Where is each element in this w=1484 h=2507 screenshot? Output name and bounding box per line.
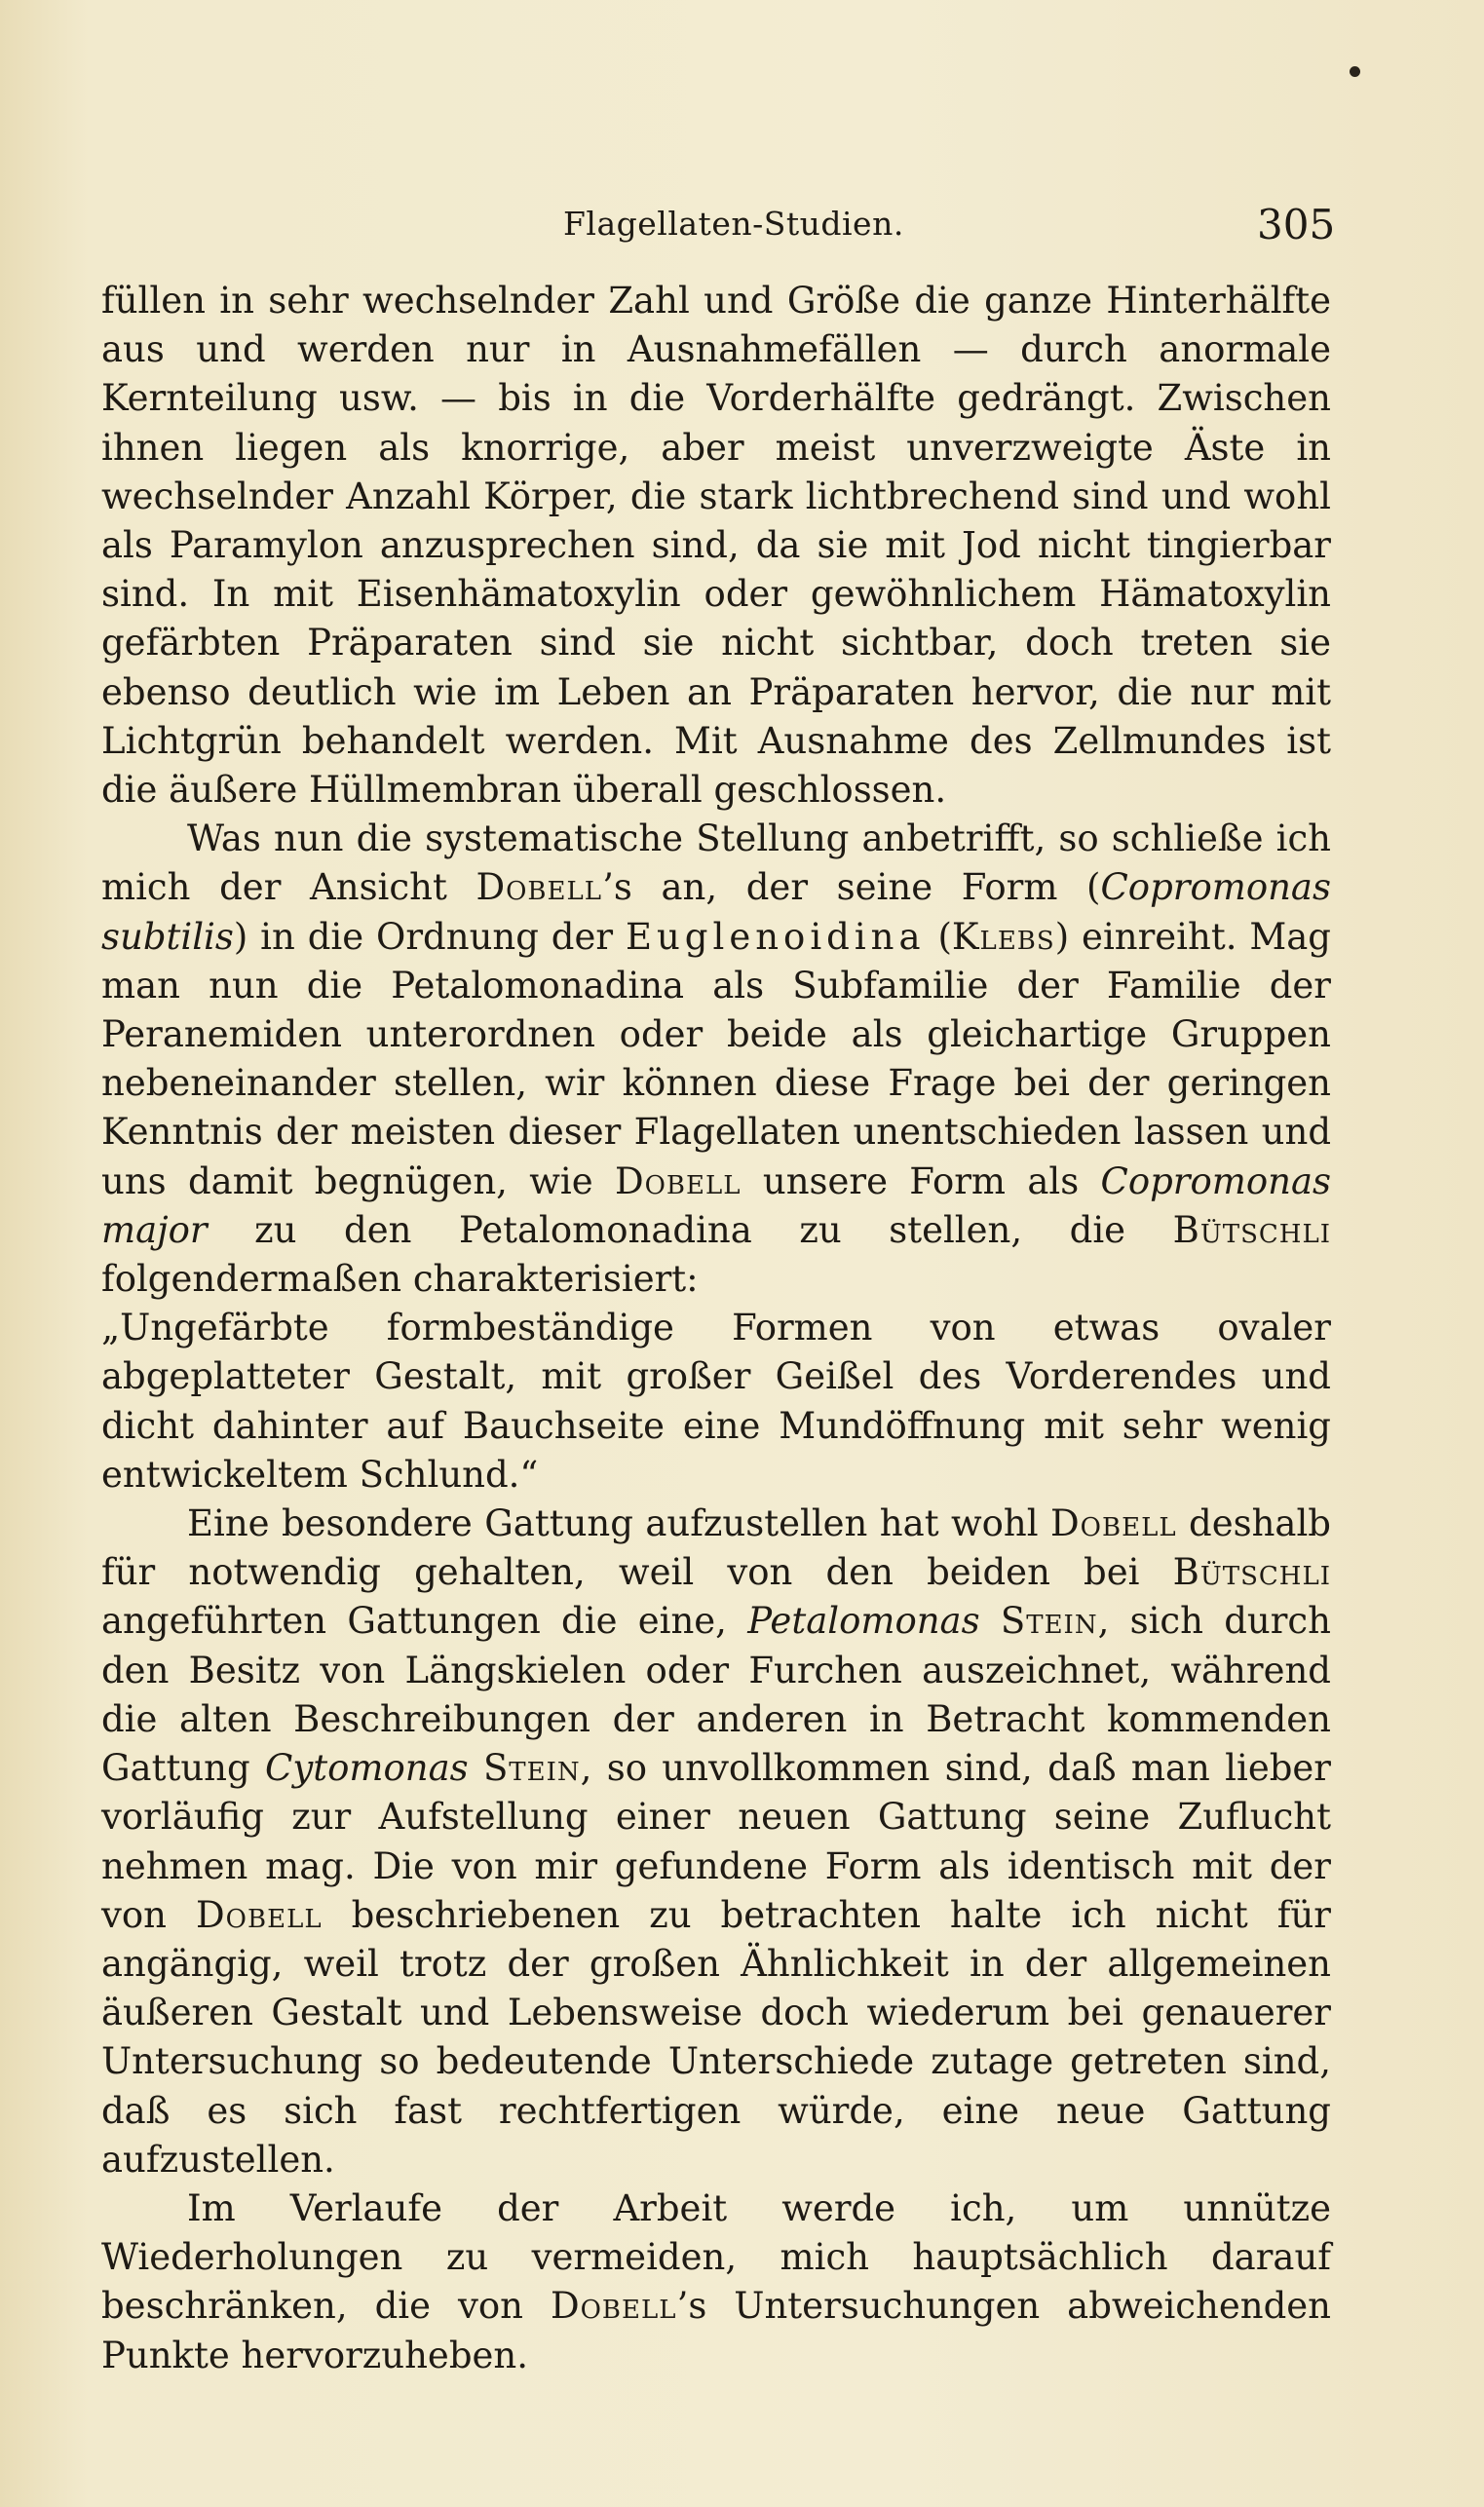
text (980, 1600, 1001, 1642)
text: unsere Form als (741, 1159, 1101, 1202)
text: folgendermaßen charakterisiert: (101, 1258, 699, 1301)
paragraph-2 (101, 815, 1331, 1304)
text: , so unvollkommen sind, daß man lieber vorläufig zur Aufstellung einer neuen Gattung seine Zuflucht nehmen mag. Die von mir gefundene Form als identisch mit der von (101, 1747, 1331, 1936)
author-name: Bütschli (1172, 1208, 1331, 1251)
author-name: Dobell (476, 866, 603, 909)
page-number: 305 (1257, 201, 1336, 248)
text: zu den Petalomonadina zu stellen, die (207, 1208, 1173, 1251)
taxon-name: Copromonas major (101, 1159, 1331, 1251)
paragraph-3 (101, 1500, 1331, 2184)
text: Eine besondere Gattung aufzustellen hat wohl (187, 1502, 1050, 1545)
paragraph-1: füllen in sehr wechselnder Zahl und Größe die ganze Hinterhälfte aus und werden nur in Ausnahmefällen — durch anormale Kernteilung usw. — bis in die Vorderhälfte gedrängt. Zwischen ihnen liegen als knorrige, aber meist unverzweigte Äste in wechselnder Anzahl Körper, die stark lichtbrechend sind und wohl als Paramylon anzusprechen sind, da sie mit Jod nicht tingierbar sind. In mit Eisenhämatoxylin oder gewöhnlichem Hämatoxylin gefärbten Präparaten sind sie nicht sichtbar, doch treten sie ebenso deutlich wie im Leben an Präparaten hervor, die nur mit Lichtgrün behandelt werden. Mit Ausnahme des Zellmundes ist die äußere Hüllmembran überall geschlossen. (101, 280, 1331, 812)
ink-dot (1350, 66, 1360, 77)
text: Was nun die systematische Stellung anbetrifft, so schließe ich mich der Ansicht (101, 817, 1331, 909)
author-name: Dobell (196, 1893, 323, 1936)
author-name: Dobell (614, 1159, 742, 1202)
text: , sich durch den Besitz von Längskielen oder Furchen auszeichnet, während die alten Beschreibungen der anderen in Betracht kommenden Gattung (101, 1600, 1331, 1790)
taxon-order: Euglenoidina (625, 915, 926, 958)
text: ) in die Ordnung der (233, 915, 626, 958)
text: angeführten Gattungen die eine, (101, 1600, 748, 1643)
text (469, 1747, 483, 1789)
text: deshalb für notwendig gehalten, weil von den beiden bei (101, 1502, 1331, 1594)
text: ) einreiht. Mag man nun die Petalomonadina als Subfamilie der Familie der Peranemiden unterordnen oder beide als gleichartige Gruppen nebeneinander stellen, wir können diese Frage bei der geringen Kenntnis der meisten dieser Flagellaten unentschieden lassen und uns damit begnügen, wie (101, 915, 1331, 1202)
author-name: Stein (482, 1747, 581, 1790)
author-name: Bütschli (1172, 1551, 1331, 1594)
text: ’s an, der seine Form ( (602, 866, 1101, 909)
author-name: Dobell (550, 2285, 677, 2328)
paragraph-4 (101, 2184, 1331, 2380)
block-quote: „Ungefärbte formbeständige Formen von etwas ovaler abgeplatteter Gestalt, mit großer Geißel des Vorderendes und dicht dahinter auf Bauchseite eine Mundöffnung mit sehr wenig entwickeltem Schlund.“ (101, 1307, 1331, 1496)
author-name: Stein (1000, 1600, 1098, 1643)
text: beschriebenen zu betrachten halte ich nicht für angängig, weil trotz der großen Ähnlichkeit in der allgemeinen äußeren Gestalt und Lebensweise doch wiederum bei genauerer Untersuchung so bedeutende Unterschiede zutage getreten sind, daß es sich fast rechtfertigen würde, eine neue Gattung aufzustellen. (101, 1893, 1331, 2181)
taxon-name: Cytomonas (265, 1747, 469, 1790)
author-name: Klebs (951, 915, 1055, 958)
taxon-name: Petalomonas (747, 1600, 980, 1643)
text: Im Verlaufe der Arbeit werde ich, um unnütze Wiederholungen zu vermeiden, mich hauptsächlich darauf beschränken, die von (101, 2186, 1331, 2328)
running-head: Flagellaten-Studien. (563, 205, 904, 243)
text: ’s Untersuchungen abweichenden Punkte hervorzuheben. (101, 2285, 1331, 2376)
text: ( (925, 915, 952, 958)
author-name: Dobell (1050, 1502, 1177, 1545)
taxon-name: Copromonas subtilis (101, 866, 1331, 958)
body-text (101, 277, 1331, 2380)
